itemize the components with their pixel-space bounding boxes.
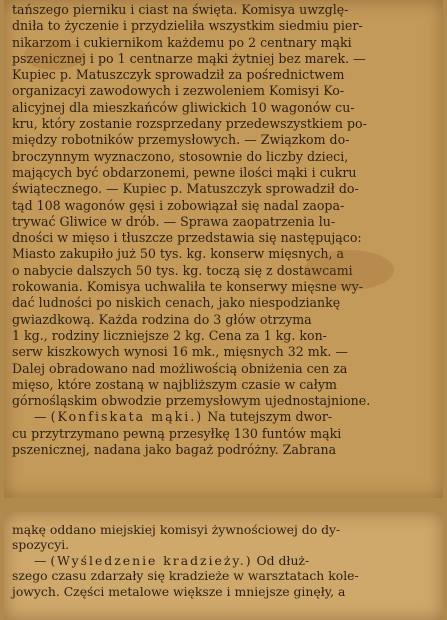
text-fragment: Na tutejszym dwor- [203, 409, 333, 425]
text-line: alicyjnej dla mieszkańców gliwickich 10 wagonów cu- [12, 99, 355, 115]
text-line: świątecznego. — Kupiec p. Matuszczyk sprowadził do- [12, 181, 359, 197]
text-line: mięso, które zostaną w najbliższym czasie w całym [12, 376, 337, 392]
text-line: dniła to życzenie i przydzieliła wszystkim siedmiu pier- [12, 18, 363, 34]
section-heading: (Konfiskata mąki.) [50, 409, 204, 425]
text-line: kru, który zostanie rozsprzedany przedewszystkiem po- [12, 116, 367, 132]
article-lines [12, 2, 433, 409]
text-line: szego czasu zdarzały się kradzieże w warsztatach kole- [12, 568, 359, 584]
text-line: jowych. Części metalowe większe i mniejsze ginęły, a [12, 583, 346, 599]
text-line: broczynnym wyznaczono, stosownie do liczby dzieci, [12, 148, 349, 164]
article-column-top [4, 0, 443, 458]
text-line: mąkę oddano miejskiej komisyi żywnościowej do dy- [12, 522, 341, 537]
text-line: pszenicznej i po 1 centnarze mąki żytniej bez marek. — [12, 50, 366, 66]
text-line: Miasto zakupiło już 50 tys. kg. konserw mięsnych, a [12, 246, 345, 262]
text-line: górnośląskim obwodzie przemysłowym ujednostajnione. [12, 393, 371, 409]
dash: — [34, 409, 47, 425]
text-fragment: Od dłuż- [252, 552, 310, 568]
article-column-bottom [4, 512, 443, 599]
text-line: gwiazdkową. Każda rodzina do 3 głów otrzyma [12, 311, 312, 327]
text-line: dać ludności po niskich cenach, jako niespodziankę [12, 295, 341, 311]
paragraph-first-line [12, 553, 433, 568]
text-line: rokowania. Komisya uchwaliła te konserwy mięsne wy- [12, 279, 363, 295]
text-line: serw kiszkowych wynosi 16 mk., mięsnych 32 mk. — [12, 344, 348, 360]
text-line: nikarzom i cukiernikom każdemu po 2 centnary mąki [12, 34, 352, 50]
text-line: 1 kg., rodziny liczniejsze 2 kg. Cena za 1 kg. kon- [12, 327, 327, 343]
dash: — [34, 552, 47, 568]
text-line: pszenicznej, nadana jako bagaż podróżny. Zabrana [12, 442, 337, 458]
text-line: między robotników przemysłowych. — Związkom do- [12, 132, 350, 148]
text-line: tańszego pierniku i ciast na święta. Komisya uwzglę- [12, 2, 349, 17]
text-line: spozycyi. [12, 537, 70, 553]
clipping-top [4, 0, 443, 498]
text-line: dności w mięso i tłuszcze przedstawia się następująco: [12, 230, 362, 246]
text-line: trywać Gliwice w drób. — Sprawa zaopatrzenia lu- [12, 213, 336, 229]
text-line: tąd 108 wagonów gęsi i zobowiązał się nadal zaopa- [12, 197, 345, 213]
text-line: Kupiec p. Matuszczyk sprowadził za pośrednictwem [12, 67, 345, 83]
text-line: cu przytrzymano pewną przesyłkę 130 funtów mąki [12, 425, 342, 441]
text-line: organizacyi zawodowych i zezwoleniem Komisyi Ko- [12, 83, 345, 99]
clipping-bottom [4, 512, 443, 620]
paragraph-first-line [12, 409, 433, 425]
text-line: mających być obdarzonemi, pewne ilości mąki i cukru [12, 164, 357, 180]
text-line: Dalej obradowano nad możliwością obniżenia cen za [12, 360, 348, 376]
section-heading: (Wyśledzenie kradzieży.) [50, 552, 253, 568]
text-line: o nabycie dalszych 50 tys. kg. toczą się z dostawcami [12, 262, 353, 278]
